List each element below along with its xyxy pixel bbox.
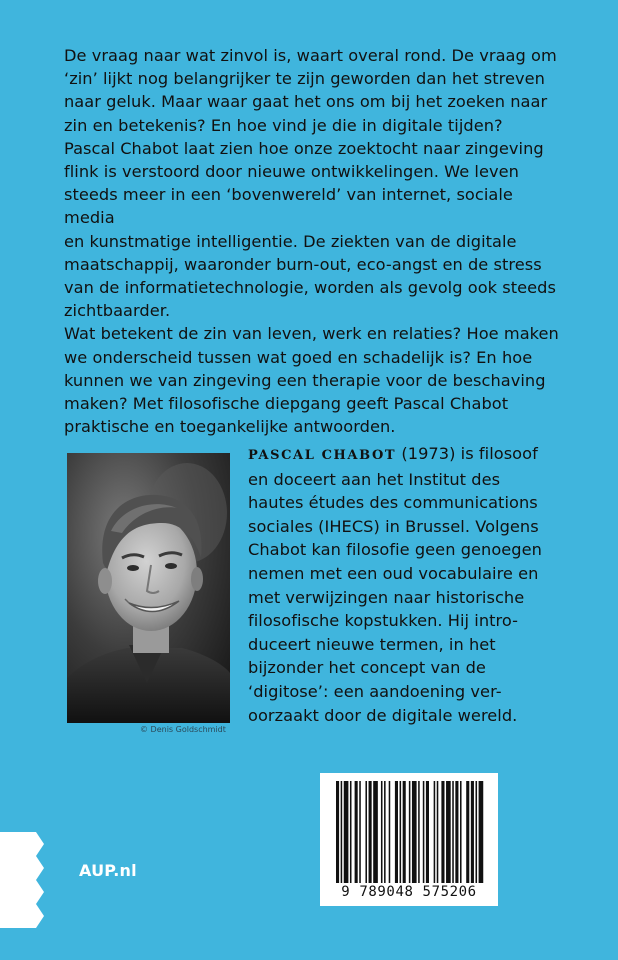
bio-line: nemen met een oud vocabulaire en [248,563,539,583]
bio-line: duceert nieuwe termen, in het [248,634,496,654]
blurb-line: steeds meer in een ‘bovenwereld’ van internet, sociale media [64,185,513,228]
barcode-bar [400,781,402,883]
barcode-bar [359,781,361,883]
barcode-bar [426,781,429,883]
barcode-bar [344,781,349,883]
publisher-logo-icon [0,832,52,932]
bio-line: en doceert aan het Institut des [248,469,501,489]
barcode-bar [471,781,474,883]
bio-line: met verwijzingen naar historische [248,587,525,607]
isbn-digits: 9 789048 575206 [341,884,477,900]
barcode-bar [369,781,372,883]
barcode-bar [350,781,352,883]
barcode-bar [418,781,420,883]
bio-line: Chabot kan filosofie geen genoegen [248,540,542,560]
author-portrait-image [67,453,230,723]
bio-line: sociales (IHECS) in Brussel. Volgens [248,516,539,536]
barcode-bar [341,781,343,883]
bio-first-line-rest: (1973) is filosoof [396,444,538,463]
blurb-line: Wat betekent de zin van leven, werk en relaties? Hoe maken [64,324,559,344]
barcode-bar [476,781,478,883]
barcode-bar [384,781,386,883]
blurb-line: kunnen we van zingeving een therapie voor de beschaving [64,370,546,390]
publisher-url: AUP.nl [79,861,137,880]
bio-first-line [248,442,568,468]
barcode-bar [412,781,417,883]
barcode-bar [460,781,462,883]
barcode-bar [365,781,367,883]
barcode-bar [423,781,425,883]
blurb-line: zin en betekenis? En hoe vind je die in digitale tijden? [64,115,503,135]
barcode-bar [336,781,339,883]
barcode-bar [452,781,454,883]
bio-line: hautes études des communications [248,493,538,513]
bio-line: filosofische kopstukken. Hij intro- [248,611,519,631]
bio-line: oorzaakt door de digitale wereld. [248,705,518,725]
barcode-bar [403,781,406,883]
blurb-line: we onderscheid tussen wat goed en schadelijk is? En hoe [64,347,533,367]
barcode-bar [434,781,436,883]
blurb-line: maken? Met filosofische diepgang geeft Pascal Chabot [64,394,509,414]
bio-line: ‘digitose’: een aandoening ver- [248,681,502,701]
blurb-line: flink is verstoord door nieuwe ontwikkelingen. We leven [64,162,519,182]
blurb-line: en kunstmatige intelligentie. De ziekten van de digitale [64,231,517,251]
barcode-bar [409,781,411,883]
blurb-line: zichtbaarder. [64,301,171,321]
barcode-bar [381,781,383,883]
barcode-bars [334,781,484,883]
barcode-bar [446,781,451,883]
photo-credit: © Denis Goldschmidt [140,725,226,734]
blurb-line: maatschappij, waaronder burn-out, eco-angst en de stress [64,254,542,274]
author-name: PASCAL CHABOT [248,448,397,463]
blurb-line: praktische en toegankelijke antwoorden. [64,417,396,437]
blurb-line: ‘zin’ lijkt nog belangrijker te zijn geworden dan het streven [64,69,545,89]
barcode-bar [441,781,444,883]
isbn-barcode [320,773,498,906]
blurb-line: van de informatietechnologie, worden als gevolg ook steeds [64,278,556,298]
author-photo [67,453,230,723]
barcode-bar [389,781,391,883]
blurb-line: naar geluk. Maar waar gaat het ons om bij het zoeken naar [64,92,548,112]
barcode-bar [395,781,398,883]
author-bio [248,442,568,727]
bio-line: bijzonder het concept van de [248,658,486,678]
barcode-bar [437,781,439,883]
barcode-bar [466,781,469,883]
barcode-bar [455,781,458,883]
barcode-bar [373,781,378,883]
blurb-line: Pascal Chabot laat zien hoe onze zoektocht naar zingeving [64,138,544,158]
blurb-text [64,44,564,438]
barcode-bar [479,781,484,883]
blurb-line: De vraag naar wat zinvol is, waart overal rond. De vraag om [64,46,557,65]
barcode-bar [355,781,358,883]
